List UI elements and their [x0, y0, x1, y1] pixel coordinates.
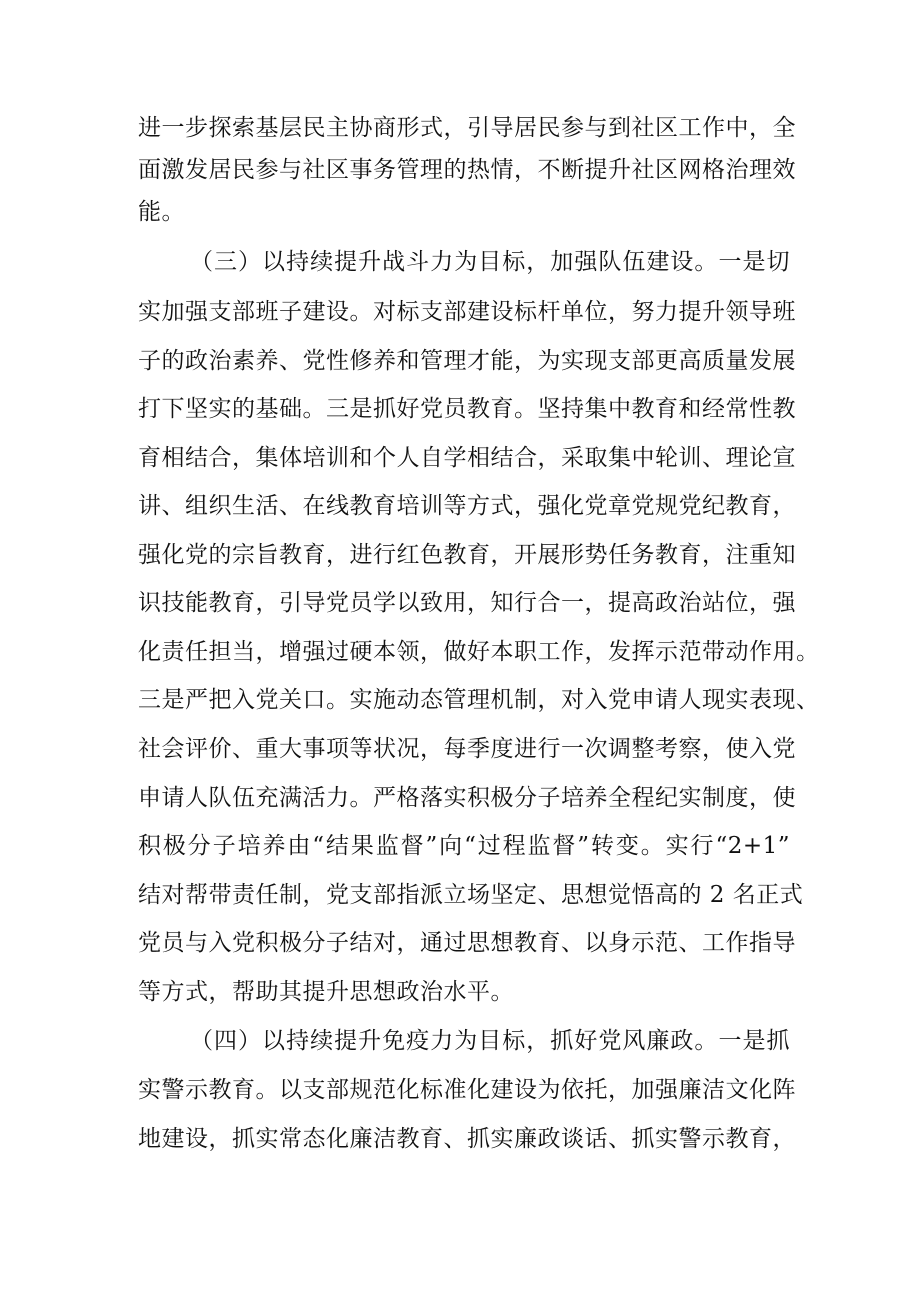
text-line: 强化党的宗旨教育，进行红色教育，开展形势任务教育，注重知 [138, 542, 796, 568]
text-line: 积极分子培养由“结果监督”向“过程监督”转变。实行“2+1” [138, 833, 790, 859]
paragraph-heading-line: （三）以持续提升战斗力为目标，加强队伍建设。一是切 [190, 249, 790, 275]
text-line: 结对帮带责任制，党支部指派立场坚定、思想觉悟高的 2 名正式 [138, 882, 804, 908]
text-line: 化责任担当，增强过硬本领，做好本职工作，发挥示范带动作用。 [138, 639, 820, 665]
text-line: 地建设，抓实常态化廉洁教育、抓实廉政谈话、抓实警示教育， [138, 1126, 796, 1152]
text-line: 实警示教育。以支部规范化标准化建设为依托，加强廉洁文化阵 [138, 1077, 796, 1103]
text-line: 进一步探索基层民主协商形式，引导居民参与到社区工作中，全 [138, 115, 796, 141]
text-line: 识技能教育，引导党员学以致用，知行合一，提高政治站位，强 [138, 590, 796, 616]
text-line: 实加强支部班子建设。对标支部建设标杆单位，努力提升领导班 [138, 299, 796, 325]
text-line: 面激发居民参与社区事务管理的热情，不断提升社区网格治理效 [138, 157, 796, 183]
text-line: 等方式，帮助其提升思想政治水平。 [138, 979, 514, 1005]
text-line: 党员与入党积极分子结对，通过思想教育、以身示范、工作指导 [138, 930, 796, 956]
text-line: 育相结合，集体培训和个人自学相结合，采取集中轮训、理论宣 [138, 445, 796, 471]
paragraph-heading-line: （四）以持续提升免疫力为目标，抓好党风廉政。一是抓 [190, 1028, 790, 1054]
text-line: 三是严把入党关口。实施动态管理机制，对入党申请人现实表现、 [138, 687, 820, 713]
text-line: 讲、组织生活、在线教育培训等方式，强化党章党规党纪教育， [138, 493, 796, 519]
text-line: 子的政治素养、党性修养和管理才能，为实现支部更高质量发展 [138, 348, 796, 374]
text-line: 能。 [138, 199, 185, 225]
text-line: 社会评价、重大事项等状况，每季度进行一次调整考察，使入党 [138, 736, 796, 762]
text-line: 打下坚实的基础。三是抓好党员教育。坚持集中教育和经常性教 [138, 396, 796, 422]
text-line: 申请人队伍充满活力。严格落实积极分子培养全程纪实制度，使 [138, 785, 796, 811]
